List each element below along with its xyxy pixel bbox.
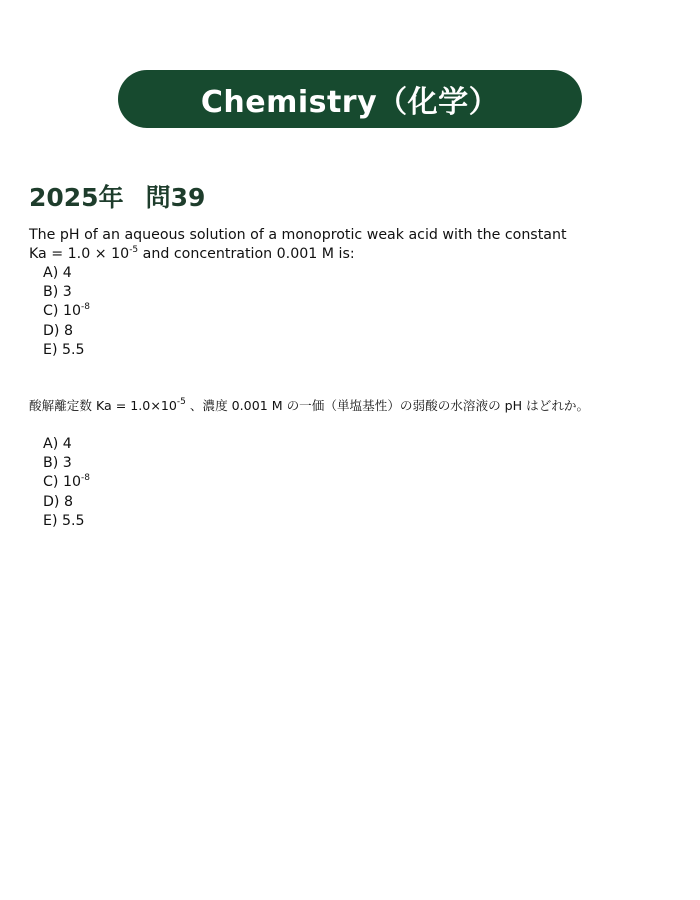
japanese-question bbox=[29, 396, 589, 415]
english-choice-c bbox=[43, 302, 90, 321]
japanese-choice-d: D) 8 bbox=[43, 493, 73, 510]
subject-title: Chemistry（化学） bbox=[200, 85, 500, 120]
english-question-ka-exponent: -5 bbox=[129, 245, 139, 255]
english-choice-b: B) 3 bbox=[43, 284, 72, 301]
subject-header-bar bbox=[118, 70, 582, 128]
question-heading bbox=[29, 178, 205, 214]
english-question-line-2-rest: and concentration 0.001 M is: bbox=[138, 246, 355, 262]
english-choice-c-base: C) 10 bbox=[43, 303, 82, 320]
english-question-line-1: The pH of an aqueous solution of a monoprotic weak acid with the constant bbox=[29, 227, 567, 243]
japanese-choice-e: E) 5.5 bbox=[43, 512, 85, 529]
japanese-question-rest: 、濃度 0.001 M の一価（単塩基性）の弱酸の水溶液の pH はどれか。 bbox=[185, 398, 590, 413]
japanese-choice-c bbox=[43, 473, 90, 492]
english-choice-c-exponent: -8 bbox=[81, 302, 90, 313]
english-choice-d: D) 8 bbox=[43, 322, 73, 339]
japanese-question-ka-text: 酸解離定数 Ka = 1.0×10 bbox=[29, 398, 177, 413]
japanese-question-ka-exponent: -5 bbox=[176, 397, 186, 407]
japanese-choice-b: B) 3 bbox=[43, 455, 72, 472]
english-question-line-2 bbox=[29, 245, 567, 264]
japanese-choice-a: A) 4 bbox=[43, 436, 72, 452]
english-choice-a: A) 4 bbox=[43, 265, 72, 281]
english-question-ka-text: Ka = 1.0 × 10 bbox=[29, 246, 130, 262]
question-year: 2025年 bbox=[29, 183, 124, 212]
english-question bbox=[29, 226, 567, 264]
japanese-choice-c-base: C) 10 bbox=[43, 474, 82, 491]
japanese-answer-choices bbox=[43, 435, 90, 531]
english-answer-choices bbox=[43, 264, 90, 360]
japanese-choice-c-exponent: -8 bbox=[81, 473, 90, 484]
english-choice-e: E) 5.5 bbox=[43, 341, 85, 358]
question-number: 問39 bbox=[145, 183, 206, 212]
